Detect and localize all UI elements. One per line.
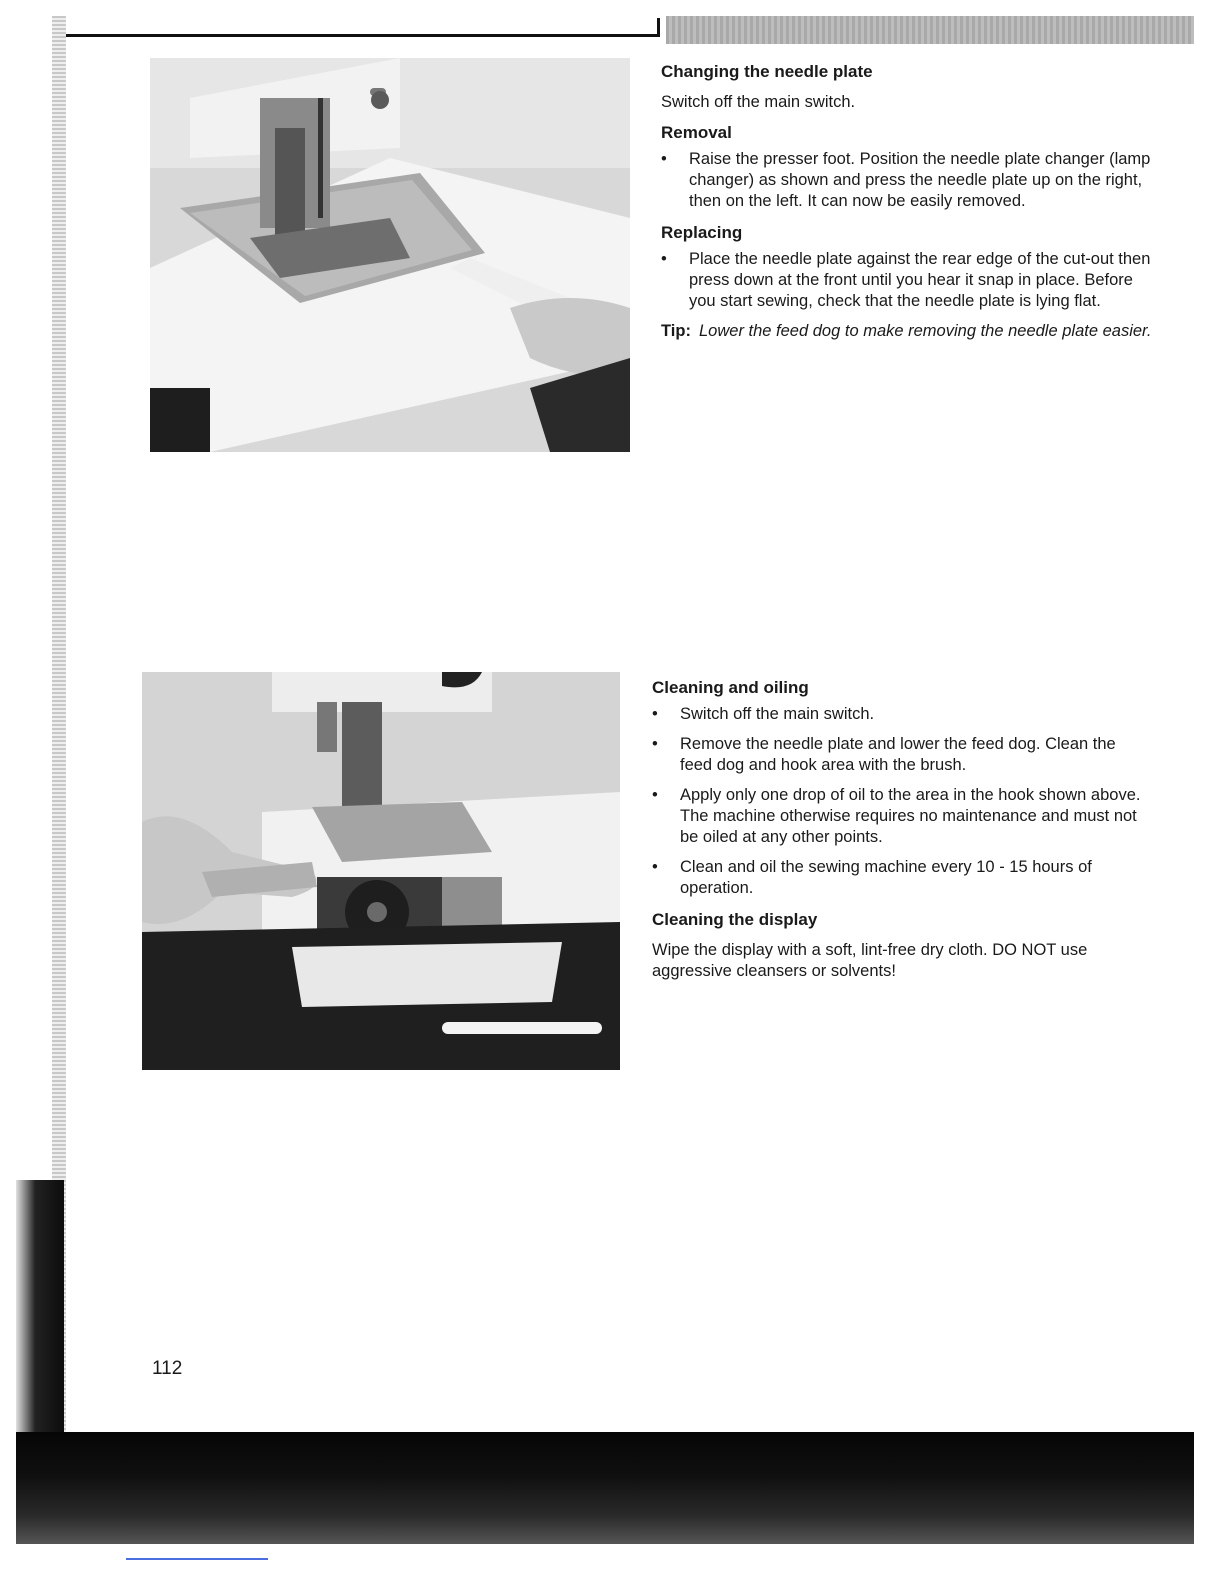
list-item: • Raise the presser foot. Position the needle plate changer (lamp changer) as shown and press the needle plate up on the right, then on the left. It can now be easily removed. bbox=[661, 149, 1161, 212]
scan-shadow-band bbox=[16, 1432, 1194, 1544]
cleaning-steps bbox=[652, 704, 1152, 899]
list-item: • Switch off the main switch. bbox=[652, 704, 1152, 725]
list-item: • Place the needle plate against the rear edge of the cut-out then press down at the front until you hear it snap in place. Before you start sewing, check that the needle plate is lying flat. bbox=[661, 249, 1161, 312]
list-item: • Apply only one drop of oil to the area in the hook shown above. The machine otherwise requires no maintenance and must not be oiled at any other points. bbox=[652, 785, 1152, 848]
cleaning-section bbox=[652, 676, 1152, 982]
cleaning-hook-photo bbox=[142, 672, 620, 1070]
tip-text: Lower the feed dog to make removing the needle plate easier. bbox=[699, 322, 1152, 340]
section-title: Changing the needle plate bbox=[661, 62, 873, 81]
tip-note bbox=[661, 321, 1161, 342]
needle-plate-photo bbox=[150, 58, 630, 452]
replacing-heading: Replacing bbox=[661, 223, 743, 242]
removal-heading: Removal bbox=[661, 123, 732, 142]
header-bar bbox=[666, 16, 1194, 44]
display-text: Wipe the display with a soft, lint-free dry cloth. DO NOT use aggressive cleansers or solvents! bbox=[652, 941, 1088, 980]
needle-plate-section bbox=[661, 60, 1161, 342]
footer-line bbox=[126, 1558, 268, 1560]
intro-text: Switch off the main switch. bbox=[661, 93, 856, 111]
display-heading: Cleaning the display bbox=[652, 910, 818, 929]
removal-steps bbox=[661, 149, 1161, 212]
list-item: • Clean and oil the sewing machine every 10 - 15 hours of operation. bbox=[652, 857, 1152, 899]
list-item: • Remove the needle plate and lower the feed dog. Clean the feed dog and hook area with the brush. bbox=[652, 734, 1152, 776]
header-tick bbox=[657, 18, 660, 37]
section-title: Cleaning and oiling bbox=[652, 678, 809, 697]
replacing-steps bbox=[661, 249, 1161, 312]
tip-label: Tip: bbox=[661, 322, 691, 340]
header-rule bbox=[66, 34, 660, 37]
page-number: 112 bbox=[152, 1358, 183, 1379]
